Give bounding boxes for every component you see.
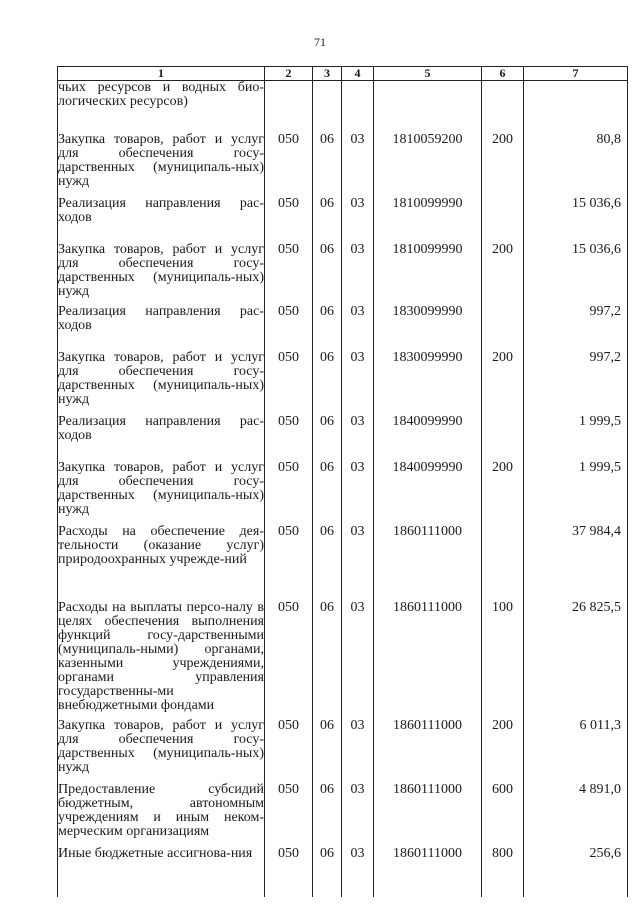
expense-type-code	[482, 81, 524, 134]
item-name: Закупка товаров, работ и услуг для обеспечения госу-дарственных (муниципаль-ных) нужд	[58, 461, 265, 525]
amount: 15 036,6	[524, 197, 628, 243]
subsection-code: 03	[342, 783, 374, 847]
expense-type-code	[482, 415, 524, 461]
expense-type-code: 200	[482, 719, 524, 783]
subsection-code: 03	[342, 351, 374, 415]
subsection-code: 03	[342, 719, 374, 783]
subsection-code: 03	[342, 243, 374, 305]
item-name: Расходы на обеспечение дея-тельности (оказание услуг) природоохранных учрежде-ний	[58, 525, 265, 601]
section-code: 06	[313, 783, 342, 847]
amount: 80,8	[524, 133, 628, 197]
target-article-code: 1840099990	[374, 415, 482, 461]
target-article-code: 1860111000	[374, 719, 482, 783]
section-code: 06	[313, 719, 342, 783]
ministry-code: 050	[265, 351, 313, 415]
expense-type-code: 200	[482, 351, 524, 415]
section-code: 06	[313, 415, 342, 461]
subsection-code: 03	[342, 525, 374, 601]
table-row	[58, 783, 628, 847]
section-code: 06	[313, 133, 342, 197]
table-row	[58, 415, 628, 461]
subsection-code: 03	[342, 415, 374, 461]
amount: 256,6	[524, 847, 628, 897]
item-name: Реализация направления рас-ходов	[58, 197, 265, 243]
amount: 997,2	[524, 305, 628, 351]
ministry-code: 050	[265, 197, 313, 243]
target-article-code	[374, 81, 482, 134]
expense-type-code	[482, 525, 524, 601]
amount: 6 011,3	[524, 719, 628, 783]
item-name: Закупка товаров, работ и услуг для обеспечения госу-дарственных (муниципаль-ных) нужд	[58, 351, 265, 415]
expense-type-code	[482, 197, 524, 243]
column-header-1: 1	[58, 67, 265, 81]
table-row	[58, 719, 628, 783]
target-article-code: 1830099990	[374, 351, 482, 415]
item-name: Реализация направления рас-ходов	[58, 305, 265, 351]
subsection-code	[342, 81, 374, 134]
item-name: Закупка товаров, работ и услуг для обеспечения госу-дарственных (муниципаль-ных) нужд	[58, 133, 265, 197]
ministry-code: 050	[265, 525, 313, 601]
item-name: Закупка товаров, работ и услуг для обеспечения госу-дарственных (муниципаль-ных) нужд	[58, 719, 265, 783]
table-row	[58, 197, 628, 243]
page-number: 71	[314, 35, 326, 49]
item-name: Иные бюджетные ассигнова-ния	[58, 847, 265, 897]
section-code	[313, 81, 342, 134]
amount: 1 999,5	[524, 415, 628, 461]
amount: 4 891,0	[524, 783, 628, 847]
section-code: 06	[313, 847, 342, 897]
subsection-code: 03	[342, 847, 374, 897]
ministry-code: 050	[265, 719, 313, 783]
table-row	[58, 525, 628, 601]
table-row	[58, 81, 628, 134]
amount	[524, 81, 628, 134]
ministry-code: 050	[265, 601, 313, 719]
section-code: 06	[313, 351, 342, 415]
ministry-code: 050	[265, 133, 313, 197]
target-article-code: 1860111000	[374, 601, 482, 719]
item-name: Расходы на выплаты персо-налу в целях обеспечения выполнения функций госу-дарственными (муниципаль-ными) органами, казенными учреждениями, органами управления государственны-ми внебюджетными фондами	[58, 601, 265, 719]
column-header-5: 5	[374, 67, 482, 81]
section-code: 06	[313, 305, 342, 351]
column-header-7: 7	[524, 67, 628, 81]
ministry-code: 050	[265, 243, 313, 305]
amount: 26 825,5	[524, 601, 628, 719]
expense-type-code: 200	[482, 243, 524, 305]
ministry-code: 050	[265, 305, 313, 351]
target-article-code: 1840099990	[374, 461, 482, 525]
subsection-code: 03	[342, 461, 374, 525]
item-name: чьих ресурсов и водных био-логических ресурсов)	[58, 81, 265, 134]
ministry-code: 050	[265, 461, 313, 525]
expense-type-code: 800	[482, 847, 524, 897]
item-name: Закупка товаров, работ и услуг для обеспечения госу-дарственных (муниципаль-ных) нужд	[58, 243, 265, 305]
expense-type-code: 200	[482, 133, 524, 197]
section-code: 06	[313, 197, 342, 243]
column-header-4: 4	[342, 67, 374, 81]
section-code: 06	[313, 525, 342, 601]
budget-table	[57, 66, 628, 897]
table-row	[58, 305, 628, 351]
column-header-2: 2	[265, 67, 313, 81]
target-article-code: 1860111000	[374, 525, 482, 601]
item-name: Реализация направления рас-ходов	[58, 415, 265, 461]
subsection-code: 03	[342, 197, 374, 243]
ministry-code: 050	[265, 847, 313, 897]
ministry-code	[265, 81, 313, 134]
target-article-code: 1810099990	[374, 197, 482, 243]
column-header-6: 6	[482, 67, 524, 81]
subsection-code: 03	[342, 133, 374, 197]
expense-type-code: 200	[482, 461, 524, 525]
table-row	[58, 847, 628, 897]
expense-type-code: 600	[482, 783, 524, 847]
amount: 997,2	[524, 351, 628, 415]
table-row	[58, 351, 628, 415]
table-row	[58, 133, 628, 197]
ministry-code: 050	[265, 415, 313, 461]
target-article-code: 1860111000	[374, 783, 482, 847]
ministry-code: 050	[265, 783, 313, 847]
table-row	[58, 461, 628, 525]
subsection-code: 03	[342, 305, 374, 351]
item-name: Предоставление субсидий бюджетным, автономным учреждениям и иным неком-мерческим организациям	[58, 783, 265, 847]
target-article-code: 1860111000	[374, 847, 482, 897]
column-header-3: 3	[313, 67, 342, 81]
table-header-row	[58, 67, 628, 81]
amount: 37 984,4	[524, 525, 628, 601]
section-code: 06	[313, 601, 342, 719]
amount: 15 036,6	[524, 243, 628, 305]
amount: 1 999,5	[524, 461, 628, 525]
target-article-code: 1810059200	[374, 133, 482, 197]
target-article-code: 1810099990	[374, 243, 482, 305]
table-row	[58, 601, 628, 719]
expense-type-code: 100	[482, 601, 524, 719]
target-article-code: 1830099990	[374, 305, 482, 351]
table-row	[58, 243, 628, 305]
section-code: 06	[313, 243, 342, 305]
expense-type-code	[482, 305, 524, 351]
section-code: 06	[313, 461, 342, 525]
subsection-code: 03	[342, 601, 374, 719]
